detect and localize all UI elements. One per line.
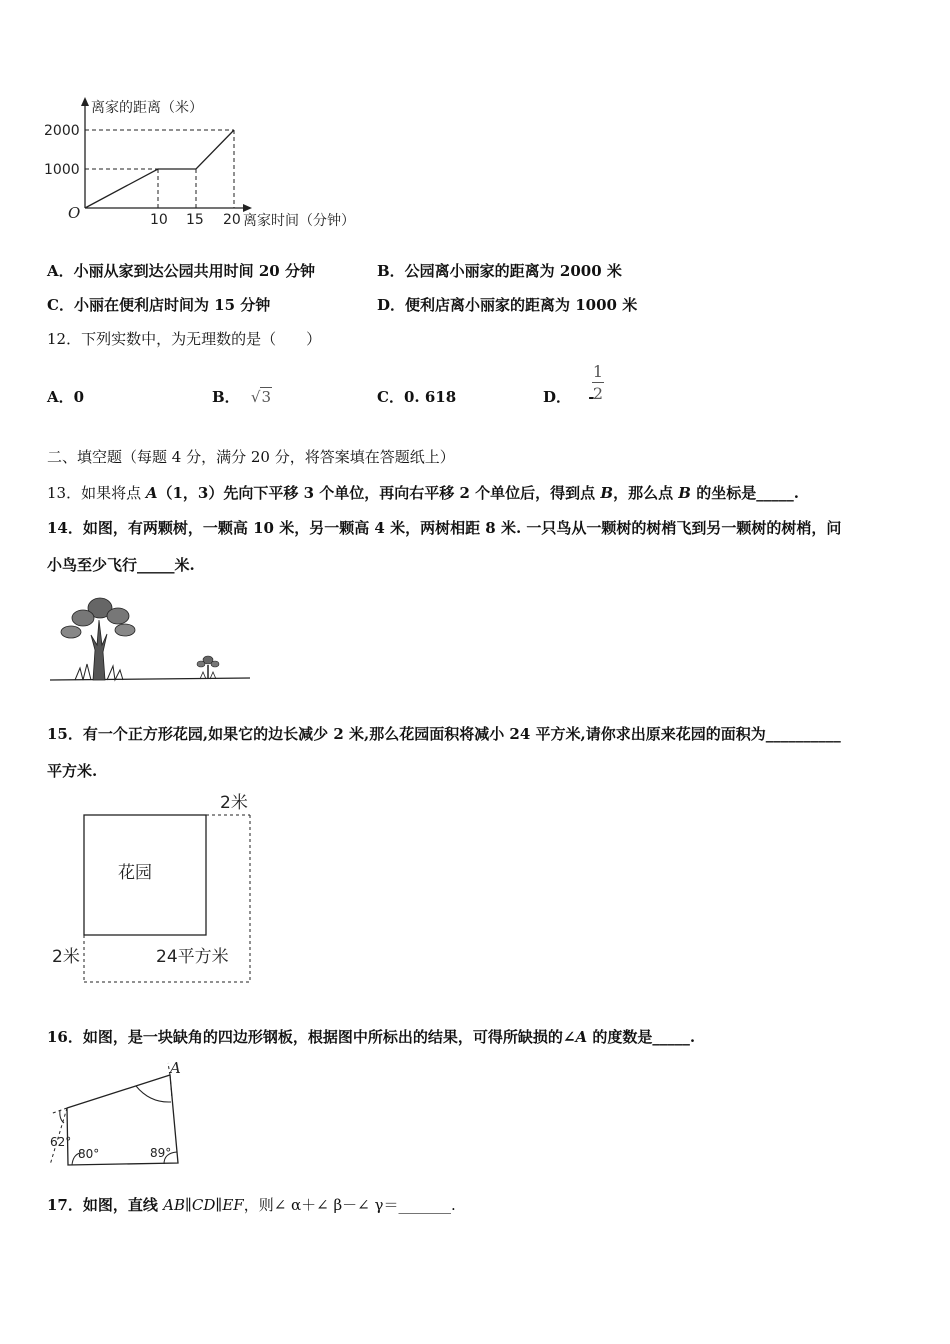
area-label: 24平方米 — [156, 947, 229, 967]
x-axis-label: 离家时间（分钟） — [243, 213, 355, 229]
y-axis-label: 离家的距离（米） — [91, 100, 203, 116]
fraction-one-half — [590, 362, 606, 405]
q12-option-a[interactable]: A．0 — [47, 388, 85, 406]
q11-option-d[interactable]: D．便利店离小丽家的距离为 1000 米 — [377, 296, 638, 314]
q12-stem: 12．下列实数中，为无理数的是（ ） — [47, 330, 322, 348]
y-axis-arrow — [81, 97, 89, 106]
q14-line2: 小鸟至少飞行_____米. — [47, 556, 195, 574]
distance-time-graph — [0, 0, 950, 240]
q17-text: 17．如图，直线 AB∥CD∥EF，则∠ α＋∠ β－∠ γ＝_______. — [47, 1196, 456, 1214]
q15-line2: 平方米. — [47, 762, 98, 780]
sqrt-radicand: 3 — [261, 388, 272, 406]
q15-line1: 15．有一个正方形花园,如果它的边长减少 2 米,那么花园面积将减小 24 平方米,请你求出原来花园的面积为__________ — [47, 725, 841, 743]
section-title: 二、填空题（每题 4 分，满分 20 分，将答案填在答题纸上） — [47, 448, 455, 466]
x-tick-10: 10 — [150, 212, 168, 228]
fraction-denominator: 2 — [592, 384, 604, 403]
quadrilateral-figure — [40, 1055, 200, 1175]
angle-89-label: 89° — [150, 1146, 172, 1160]
fraction-numerator: 1 — [592, 362, 604, 381]
vertex-a-label: A — [170, 1059, 181, 1077]
q12-option-d[interactable] — [543, 387, 594, 407]
q14-line1: 14．如图，有两颗树，一颗高 10 米，另一颗高 4 米，两树相距 8 米. 一只鸟从一颗树的树梢飞到另一颗树的树梢，问 — [47, 519, 842, 537]
angle-80-label: 80° — [78, 1147, 100, 1161]
sqrt-symbol: √3 — [250, 388, 272, 406]
q12-option-c[interactable]: C．0. 618 — [377, 388, 457, 406]
q12-option-b[interactable] — [212, 387, 272, 407]
two-trees-figure — [45, 590, 255, 690]
x-axis-arrow — [243, 204, 252, 212]
big-tree-icon — [61, 598, 135, 680]
x-tick-15: 15 — [186, 212, 204, 228]
q11-option-a[interactable]: A．小丽从家到达公园共用时间 20 分钟 — [47, 262, 315, 280]
x-tick-20: 20 — [223, 212, 241, 228]
q11-option-b[interactable]: B．公园离小丽家的距离为 2000 米 — [377, 262, 622, 280]
left-2m-label: 2米 — [52, 947, 80, 967]
garden-figure — [40, 790, 270, 990]
y-tick-1000: 1000 — [44, 162, 80, 178]
q13-text: 13．如果将点 A（1，3）先向下平移 3 个单位，再向右平移 2 个单位后，得到点 B，那么点 B 的坐标是_____. — [47, 484, 799, 502]
q16-text: 16．如图，是一块缺角的四边形钢板，根据图中所标出的结果，可得所缺损的∠A 的度数是_____. — [47, 1028, 696, 1046]
small-tree-icon — [197, 656, 219, 679]
top-2m-label: 2米 — [220, 793, 248, 813]
angle-62-label: 62° — [50, 1135, 72, 1149]
q12-option-d-label: D． — [543, 388, 572, 406]
q12-option-b-label: B． — [212, 388, 240, 406]
q11-option-c[interactable]: C．小丽在便利店时间为 15 分钟 — [47, 296, 271, 314]
garden-label: 花园 — [118, 863, 152, 883]
minus-sign: - — [588, 388, 595, 406]
origin-label: O — [68, 204, 81, 222]
y-tick-2000: 2000 — [44, 123, 80, 139]
